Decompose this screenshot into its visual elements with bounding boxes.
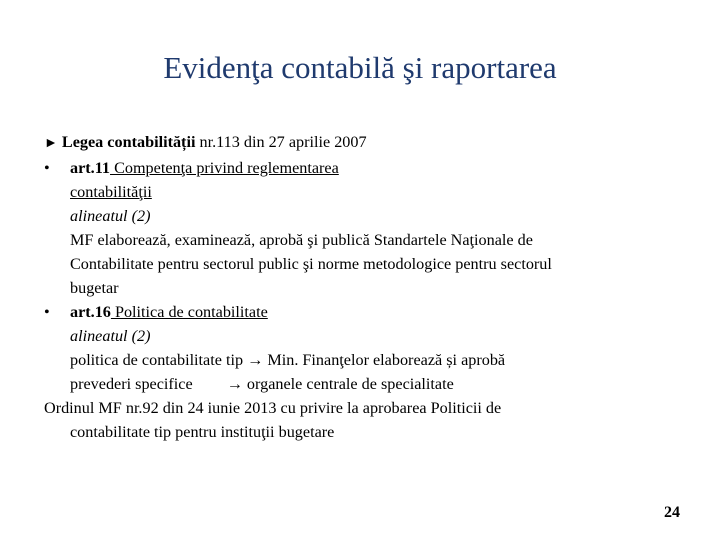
art16-text-line: prevederi specifice → organele centrale de specialitate [70,375,454,393]
bullet-icon: • [44,303,50,321]
art11-text-line: MF elaborează, examinează, aprobă şi publică Standartele Naţionale de [70,231,533,249]
art11-alineat: alineatul (2) [70,207,151,225]
triangle-bullet-icon: ► [44,136,58,151]
art11-text-line: bugetar [70,279,119,297]
slide-body [44,130,684,444]
art16-label: art.16 [70,303,111,321]
slide-title: Evidenţa contabilă şi raportarea [163,50,557,85]
art16-title: Politica de contabilitate [110,303,268,321]
art16-text-line: politica de contabilitate tip → Min. Finanţelor elaborează și aprobă [70,351,506,369]
ordin-line-continuation: contabilitate tip pentru instituţii bugetare [70,423,335,441]
art11-title: Competenţa privind reglementarea [110,159,339,177]
ordin-line: Ordinul MF nr.92 din 24 iunie 2013 cu privire la aprobarea Politicii de [44,399,502,417]
bullet-icon: • [44,159,50,177]
art11-text-line: Contabilitate pentru sectorul public şi norme metodologice pentru sectorul [70,255,552,273]
law-details: nr.113 din 27 aprilie 2007 [195,133,367,151]
law-name: Legea contabilității [61,133,196,151]
page-number: 24 [664,504,680,521]
art11-label: art.11 [70,159,111,177]
art11-title-continuation: contabilităţii [70,183,152,201]
art16-alineat: alineatul (2) [70,327,151,345]
law-line [44,130,684,156]
art16-heading [44,300,684,324]
art11-heading [44,156,684,180]
